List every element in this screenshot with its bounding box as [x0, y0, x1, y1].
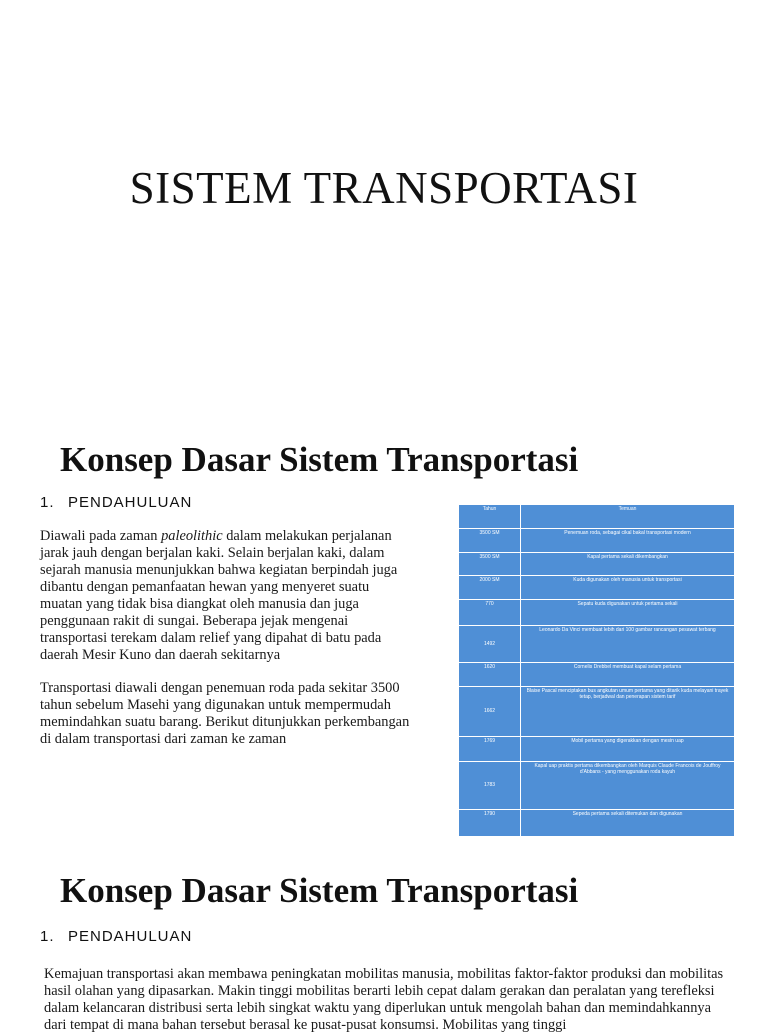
table-row — [459, 552, 735, 575]
slide-2-section-heading — [40, 928, 192, 945]
table-row — [459, 575, 735, 599]
table-row — [459, 625, 735, 662]
table-row — [459, 599, 735, 625]
intro-paragraph — [40, 528, 412, 664]
table-row — [459, 686, 735, 736]
table-cell-event: Sepatu kuda digunakan untuk pertama sekali — [521, 599, 735, 625]
table-cell-event: Blaise Pascal menciptakan bus angkutan umum pertama yang ditarik kuda melayani trayek tetap, berjadwal dan penerapan sistem tarif — [521, 686, 735, 736]
table-cell-year: 1662 — [459, 686, 521, 736]
section-heading-text: PENDAHULUAN — [68, 928, 193, 945]
table-row — [459, 736, 735, 761]
table-cell-year: 1492 — [459, 625, 521, 662]
intro-text-part-1: Diawali pada zaman — [40, 528, 162, 544]
wheel-paragraph: Transportasi diawali dengan penemuan roda pada sekitar 3500 tahun sebelum Masehi yang digunakan untuk mempermudah memindahkan suatu barang. Berikut ditunjukkan perkembangan di dalam transportasi dari zaman ke zaman — [40, 680, 410, 747]
section-number: 1. — [40, 494, 55, 511]
table-row — [459, 809, 735, 836]
table-cell-event: Mobil pertama yang digerakkan dengan mesin uap — [521, 736, 735, 761]
section-number: 1. — [40, 928, 55, 945]
table-cell-event: Kapal pertama sekali dikembangkan — [521, 552, 735, 575]
table-cell-year: 1790 — [459, 809, 521, 836]
document-title: SISTEM TRANSPORTASI — [129, 163, 639, 213]
table-cell-year: 1769 — [459, 736, 521, 761]
transport-timeline-table — [458, 505, 735, 836]
table-row — [459, 662, 735, 686]
table-cell-year: 3500 SM — [459, 528, 521, 552]
table-cell-year: 1783 — [459, 761, 521, 809]
table-cell-year: 770 — [459, 599, 521, 625]
table-cell-year: 1620 — [459, 662, 521, 686]
intro-italic-term: paleolithic — [161, 528, 223, 544]
mobility-paragraph: Kemajuan transportasi akan membawa peningkatan mobilitas manusia, mobilitas faktor-faktor produksi dan mobilitas hasil olahan yang dipasarkan. Makin tinggi mobilitas berarti lebih cepat dalam gerakan dan peralatan yang terefleksi dalam kelancaran distribusi serta lebih singkat waktu yang diperlukan untuk mengolah bahan dan memindahkannya dari tempat di mana bahan tersebut berasal ke pusat-pusat konsumsi. Mobilitas yang tinggi — [44, 966, 724, 1033]
slide-1-title: Konsep Dasar Sistem Transportasi — [60, 440, 579, 479]
table-cell-event: Penemuan roda, sebagai cikal bakal transportasi modern — [521, 528, 735, 552]
slide-1-section-heading — [40, 494, 192, 511]
table-cell-event: Sepeda pertama sekali ditemukan dan digunakan — [521, 809, 735, 836]
table-cell-year: 2000 SM — [459, 575, 521, 599]
table-header-row — [459, 505, 735, 528]
table-row — [459, 761, 735, 809]
table-cell-event: Cornelis Drebbel membuat kapal selam pertama — [521, 662, 735, 686]
table-cell-event: Kapal uap praktis pertama dikembangkan oleh Marquis Claude Francois de Jouffroy d'Abbans - yang menggunakan roda kayuh — [521, 761, 735, 809]
slide-2-title: Konsep Dasar Sistem Transportasi — [60, 871, 579, 910]
table-cell-event: Leonardo Da Vinci membuat lebih dari 100 gambar rancangan pesawat terbang — [521, 625, 735, 662]
table-row — [459, 528, 735, 552]
table-cell-year: 3500 SM — [459, 552, 521, 575]
table-header-cell: Tahun — [459, 505, 521, 528]
table-cell-event: Kuda digunakan oleh manusia untuk transportasi — [521, 575, 735, 599]
section-heading-text: PENDAHULUAN — [68, 494, 193, 511]
intro-text-part-2: dalam melakukan perjalanan jarak jauh dengan berjalan kaki. Selain berjalan kaki, dalam sejarah manusia menunjukkan bahwa kegiatan berpindah juga dibantu dengan pemanfaatan hewan yang menyeret suatu muatan yang tidak bisa diangkat oleh manusia dan juga penggunaan rakit di sungai. Beberapa jejak mengenai transportasi terekam dalam relief yang dipahat di batu pada daerah Mesir Kuno dan daerah sekitarnya — [40, 528, 398, 663]
table-header-cell: Temuan — [521, 505, 735, 528]
